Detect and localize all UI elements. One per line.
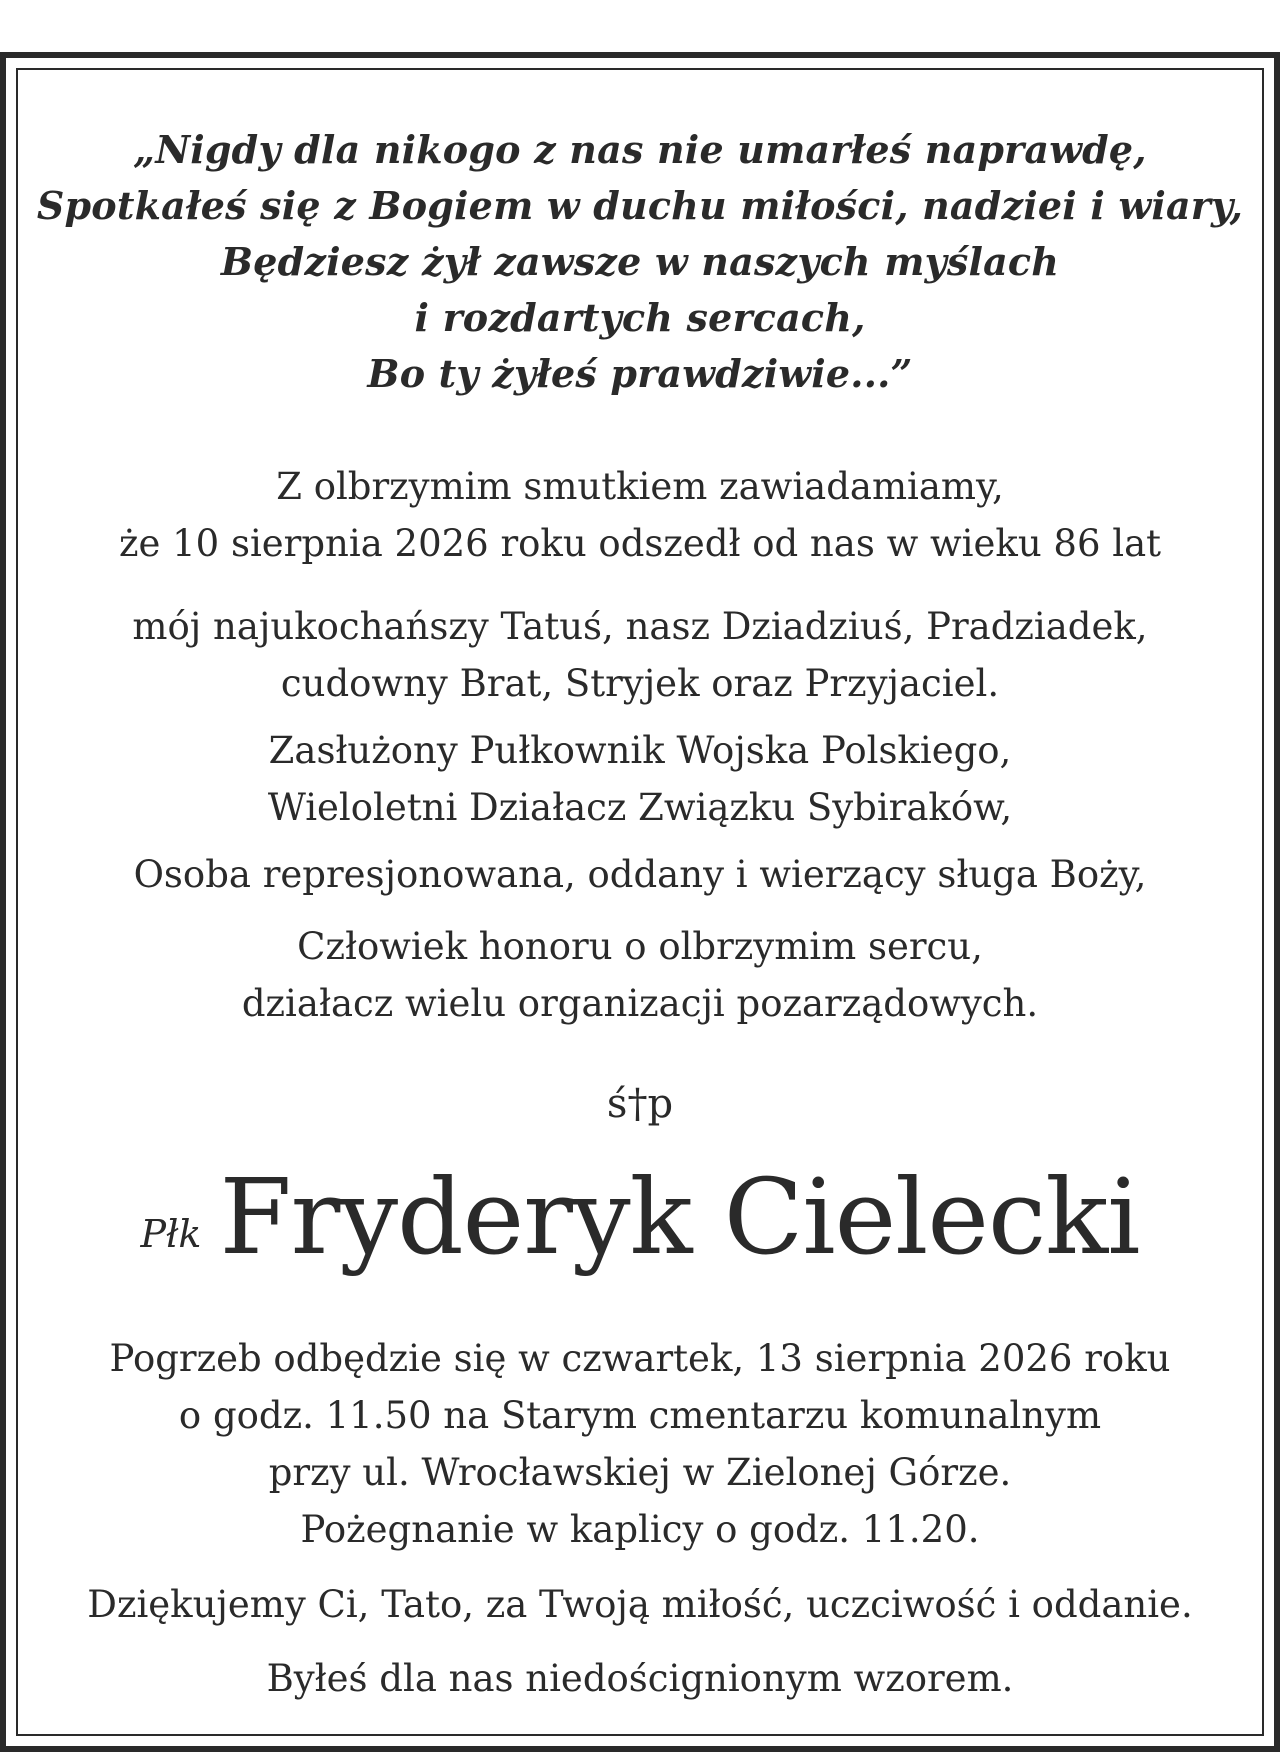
merits-line: Zasłużony Pułkownik Wojska Polskiego, xyxy=(268,729,1012,772)
memorial-poem xyxy=(18,122,1262,402)
honor-description xyxy=(18,918,1262,1032)
announcement-line: Z olbrzymim smutkiem zawiadamiamy, xyxy=(276,465,1004,508)
poem-line: i rozdartych sercach, xyxy=(414,295,866,340)
faith-line: Osoba represjonowana, oddany i wierzący sługa Boży, xyxy=(133,853,1147,896)
closing-text xyxy=(18,1650,1262,1707)
thanks-text xyxy=(18,1576,1262,1633)
family-line: mój najukochańszy Tatuś, nasz Dziadziuś, Pradziadek, xyxy=(132,605,1148,648)
faith-description xyxy=(18,846,1262,903)
honor-line: działacz wielu organizacji pozarządowych. xyxy=(241,982,1039,1025)
deceased-name: Fryderyk Cielecki xyxy=(219,1156,1140,1278)
closing-line: Byłeś dla nas niedoścignionym wzorem. xyxy=(266,1657,1014,1700)
funeral-details xyxy=(18,1330,1262,1558)
poem-line: Bo ty żyłeś prawdziwie...” xyxy=(367,351,913,396)
military-rank: Płk xyxy=(140,1212,202,1256)
funeral-line: Pożegnanie w kaplicy o godz. 11.20. xyxy=(300,1508,980,1551)
merits-line: Wieloletni Działacz Związku Sybiraków, xyxy=(267,786,1013,829)
thanks-line: Dziękujemy Ci, Tato, za Twoją miłość, uczciwość i oddanie. xyxy=(87,1583,1193,1626)
announcement-line: że 10 sierpnia 2026 roku odszedł od nas w wieku 86 lat xyxy=(118,522,1162,565)
poem-line: „Nigdy dla nikogo z nas nie umarłeś naprawdę, xyxy=(133,127,1147,172)
stp-cross-mark: ś†p xyxy=(606,1081,674,1127)
family-line: cudowny Brat, Stryjek oraz Przyjaciel. xyxy=(280,662,1000,705)
poem-line: Spotkałeś się z Bogiem w duchu miłości, nadziei i wiary, xyxy=(36,183,1244,228)
funeral-line: przy ul. Wrocławskiej w Zielonej Górze. xyxy=(268,1451,1012,1494)
funeral-line: Pogrzeb odbędzie się w czwartek, 13 sierpnia 2026 roku xyxy=(109,1337,1171,1380)
obituary-inner-border xyxy=(16,68,1264,1736)
poem-line: Będziesz żył zawsze w naszych myślach xyxy=(220,239,1060,284)
merits-description xyxy=(18,722,1262,836)
obituary-outer-border xyxy=(0,52,1280,1752)
funeral-line: o godz. 11.50 na Starym cmentarzu komunalnym xyxy=(178,1394,1102,1437)
deceased-name-line xyxy=(18,1152,1262,1282)
death-announcement xyxy=(18,458,1262,572)
honor-line: Człowiek honoru o olbrzymim sercu, xyxy=(297,925,983,968)
family-description xyxy=(18,598,1262,712)
